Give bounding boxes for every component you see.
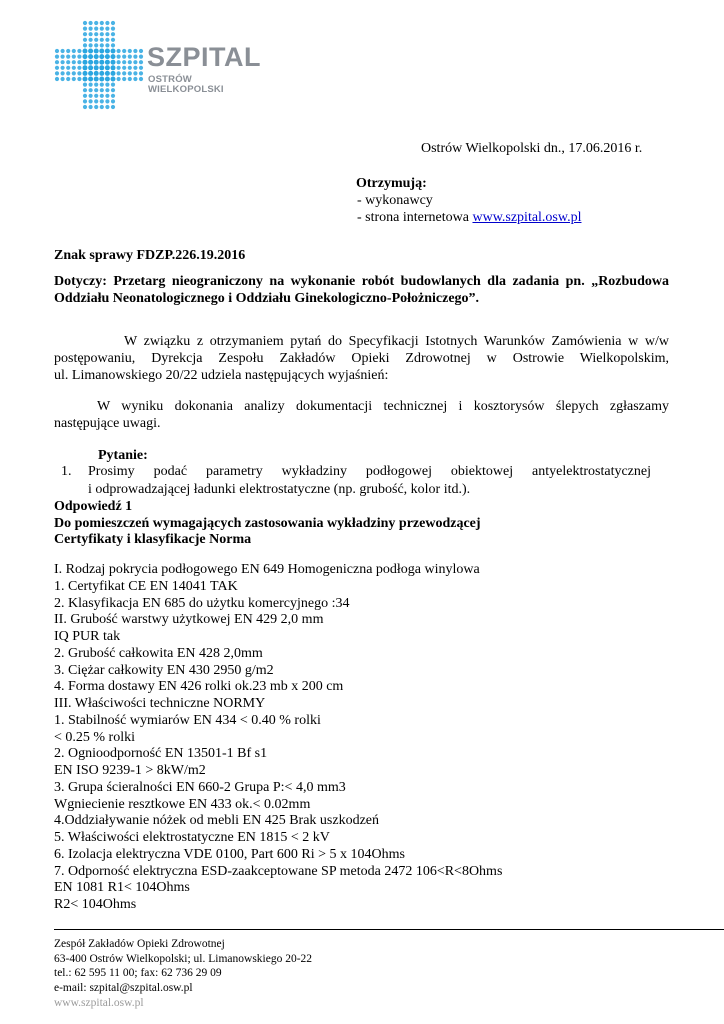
- list-item: 7. Odporność elektryczna ESD-zaakceptowane SP metoda 2472 106<R<8Ohms: [54, 863, 503, 879]
- list-item: 4. Forma dostawy EN 426 rolki ok.23 mb x 200 cm: [54, 679, 344, 695]
- footer: [54, 937, 312, 1011]
- footer-email: e-mail: szpital@szpital.osw.pl: [54, 982, 193, 995]
- medical-cross-icon: [54, 20, 146, 112]
- list-item: 1. Stabilność wymiarów EN 434 < 0.40 % rolki: [54, 712, 321, 728]
- paragraph-intro-line1: W związku z otrzymaniem pytań do Specyfikacji Istotnych Warunków Zamówienia w w/w: [124, 334, 669, 349]
- list-item: 3. Ciężar całkowity EN 430 2950 g/m2: [54, 662, 274, 678]
- list-item: IQ PUR tak: [54, 629, 121, 644]
- list-item: 4.Oddziaływanie nóżek od mebli EN 425 Brak uszkodzeń: [54, 813, 380, 829]
- list-item: 2. Ognioodporność EN 13501-1 Bf s1: [54, 746, 268, 762]
- list-item: Wgniecienie resztkowe EN 433 ok.< 0.02mm: [54, 796, 311, 812]
- list-item: 3. Grupa ścieralności EN 660-2 Grupa P:< 4,0 mm3: [54, 779, 346, 795]
- footer-org-name: Zespół Zakładów Opieki Zdrowotnej: [54, 938, 225, 950]
- paragraph-intro-line3: ul. Limanowskiego 20/22 udziela następujących wyjaśnień:: [54, 368, 389, 383]
- answer-heading-2: Certyfikaty i klasyfikacje Norma: [54, 532, 252, 547]
- answer-heading-1: Do pomieszczeń wymagających zastosowania wykładziny przewodzącej: [54, 516, 481, 531]
- website-link[interactable]: www.szpital.osw.pl: [472, 210, 582, 225]
- recipient-website: - strona internetowa www.szpital.osw.pl: [357, 210, 582, 225]
- question-label: Pytanie:: [98, 448, 148, 463]
- list-item: III. Właściwości techniczne NORMY: [54, 696, 266, 711]
- logo-subtitle: OSTRÓW WIELKOPOLSKI: [148, 74, 224, 95]
- paragraph-remarks-line2: następujące uwagi.: [54, 416, 161, 431]
- list-item: I. Rodzaj pokrycia podłogowego EN 649 Homogeniczna podłoga winylowa: [54, 562, 480, 577]
- footer-phone-fax: tel.: 62 595 11 00; fax: 62 736 29 09: [54, 967, 222, 980]
- list-item: EN ISO 9239-1 > 8kW/m2: [54, 763, 206, 778]
- case-reference: Znak sprawy FDZP.226.19.2016: [54, 248, 246, 263]
- footer-address: 63-400 Ostrów Wielkopolski; ul. Limanowskiego 20-22: [54, 952, 313, 965]
- logo-title: SZPITAL: [147, 42, 261, 72]
- list-item: 1. Certyfikat CE EN 14041 TAK: [54, 578, 238, 594]
- subject: Dotyczy: Przetarg nieograniczony na wykonanie robót budowlanych dla zadania pn. „Rozbudowa Oddziału Neonatologicznego i Oddziału Ginekologiczno-Położniczego”.: [54, 274, 669, 306]
- list-item: 2. Grubość całkowita EN 428 2,0mm: [54, 645, 263, 661]
- question-number: 1.: [61, 464, 72, 479]
- list-item: < 0.25 % rolki: [54, 729, 135, 745]
- footer-website: www.szpital.osw.pl: [54, 996, 144, 1009]
- list-item: EN 1081 R1< 104Ohms: [54, 880, 190, 896]
- hospital-logo: [54, 20, 269, 112]
- list-item: 6. Izolacja elektryczna VDE 0100, Part 600 Ri > 5 x 104Ohms: [54, 846, 405, 862]
- question-line1: Prosimy podać parametry wykładziny podłogowej obiektowej antyelektrostatycznej: [88, 464, 651, 479]
- answer-label: Odpowiedź 1: [54, 499, 133, 514]
- list-item: II. Grubość warstwy użytkowej EN 429 2,0 mm: [54, 612, 324, 628]
- list-item: R2< 104Ohms: [54, 897, 137, 912]
- recipients-heading: Otrzymują:: [356, 176, 427, 191]
- paragraph-intro-line2: postępowaniu, Dyrekcja Zespołu Zakładów Opieki Zdrowotnej w Ostrowie Wielkopolskim,: [54, 351, 669, 366]
- recipient-contractors: - wykonawcy: [357, 193, 433, 208]
- question-line2: i odprowadzającej ładunki elektrostatyczne (np. grubość, kolor itd.).: [88, 482, 471, 497]
- date-line: Ostrów Wielkopolski dn., 17.06.2016 r.: [421, 141, 643, 156]
- footer-divider: [54, 929, 724, 930]
- list-item: 5. Właściwości elektrostatyczne EN 1815 < 2 kV: [54, 830, 330, 845]
- paragraph-remarks-line1: W wyniku dokonania analizy dokumentacji technicznej i kosztorysów ślepych zgłaszamy: [97, 399, 669, 414]
- answer-spec-list: [54, 562, 694, 914]
- list-item: 2. Klasyfikacja EN 685 do użytku komercyjnego :34: [54, 595, 350, 611]
